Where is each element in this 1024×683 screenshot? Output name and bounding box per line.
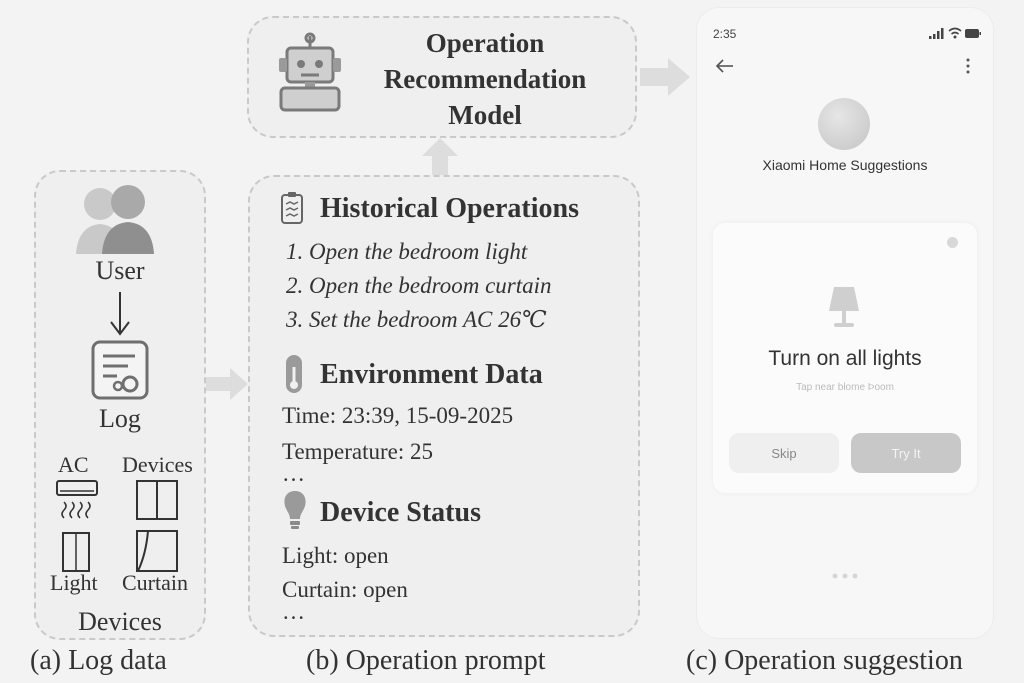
model-title-line1: Operation <box>425 28 545 58</box>
devices-label: Devices <box>122 452 193 477</box>
avatar <box>818 98 870 150</box>
wifi-icon <box>948 27 962 39</box>
status-time: 2:35 <box>713 27 737 41</box>
arrow-right-icon <box>206 368 248 400</box>
caption-operation-suggestion: (c) Operation suggestion <box>686 645 963 676</box>
operation-prompt-panel <box>248 175 640 637</box>
suggestions-title: Xiaomi Home Suggestions <box>762 157 928 173</box>
clipboard-icon <box>280 191 304 225</box>
device-status-light: Light: open <box>282 543 389 568</box>
down-arrow-icon <box>108 290 132 338</box>
user-icon <box>74 180 156 256</box>
device-status-curtain: Curtain: open <box>282 577 408 602</box>
ac-icon <box>54 478 100 522</box>
model-title-line3: Model <box>448 100 522 130</box>
ac-label: AC <box>58 452 89 477</box>
back-arrow-icon <box>713 56 737 76</box>
lamp-icon <box>826 283 862 329</box>
battery-icon <box>965 29 981 38</box>
more-vertical-icon <box>963 56 973 76</box>
curtain-icon <box>134 528 180 574</box>
more-options-button[interactable] <box>963 56 973 76</box>
environment-more: … <box>282 461 305 486</box>
environment-time: Time: 23:39, 15-09-2025 <box>282 403 514 428</box>
light-label: Light <box>50 570 98 595</box>
user-label: User <box>95 256 145 285</box>
thermometer-icon <box>284 353 304 395</box>
caption-operation-prompt: (b) Operation prompt <box>306 645 546 676</box>
recommendation-model-box <box>247 16 637 138</box>
back-button[interactable] <box>713 56 737 76</box>
card-title: Turn on all lights <box>768 347 922 370</box>
environment-temperature: Temperature: 25 <box>282 439 434 464</box>
environment-data-heading: Environment Data <box>320 359 543 390</box>
historical-item: 3. Set the bedroom AC 26℃ <box>286 307 547 332</box>
suggestion-card <box>713 223 977 493</box>
device-status-more: … <box>282 599 305 624</box>
card-subtitle: Tap near blome Þoom <box>796 382 894 393</box>
wardrobe-icon <box>134 478 180 522</box>
historical-item: 1. Open the bedroom light <box>286 239 528 264</box>
log-label: Log <box>99 404 141 433</box>
log-data-panel <box>34 170 206 640</box>
arrow-up-icon <box>422 138 458 176</box>
card-close-icon[interactable] <box>947 237 958 248</box>
signal-icon <box>929 28 945 39</box>
historical-item: 2. Open the bedroom curtain <box>286 273 552 298</box>
historical-operations-heading: Historical Operations <box>320 193 579 224</box>
lightbulb-icon <box>282 489 308 531</box>
phone-screen <box>697 8 993 638</box>
device-status-heading: Device Status <box>320 497 481 528</box>
try-it-button[interactable]: Try It <box>851 433 961 473</box>
page-indicator-icon <box>831 573 859 579</box>
curtain-label: Curtain <box>122 570 188 595</box>
model-title-line2: Recommendation <box>383 64 587 94</box>
devices-group-label: Devices <box>78 607 162 636</box>
robot-icon <box>277 32 343 112</box>
light-icon <box>60 530 92 574</box>
skip-button[interactable]: Skip <box>729 433 839 473</box>
caption-log-data: (a) Log data <box>30 645 167 676</box>
arrow-right-icon <box>640 58 690 96</box>
log-icon <box>90 339 150 401</box>
